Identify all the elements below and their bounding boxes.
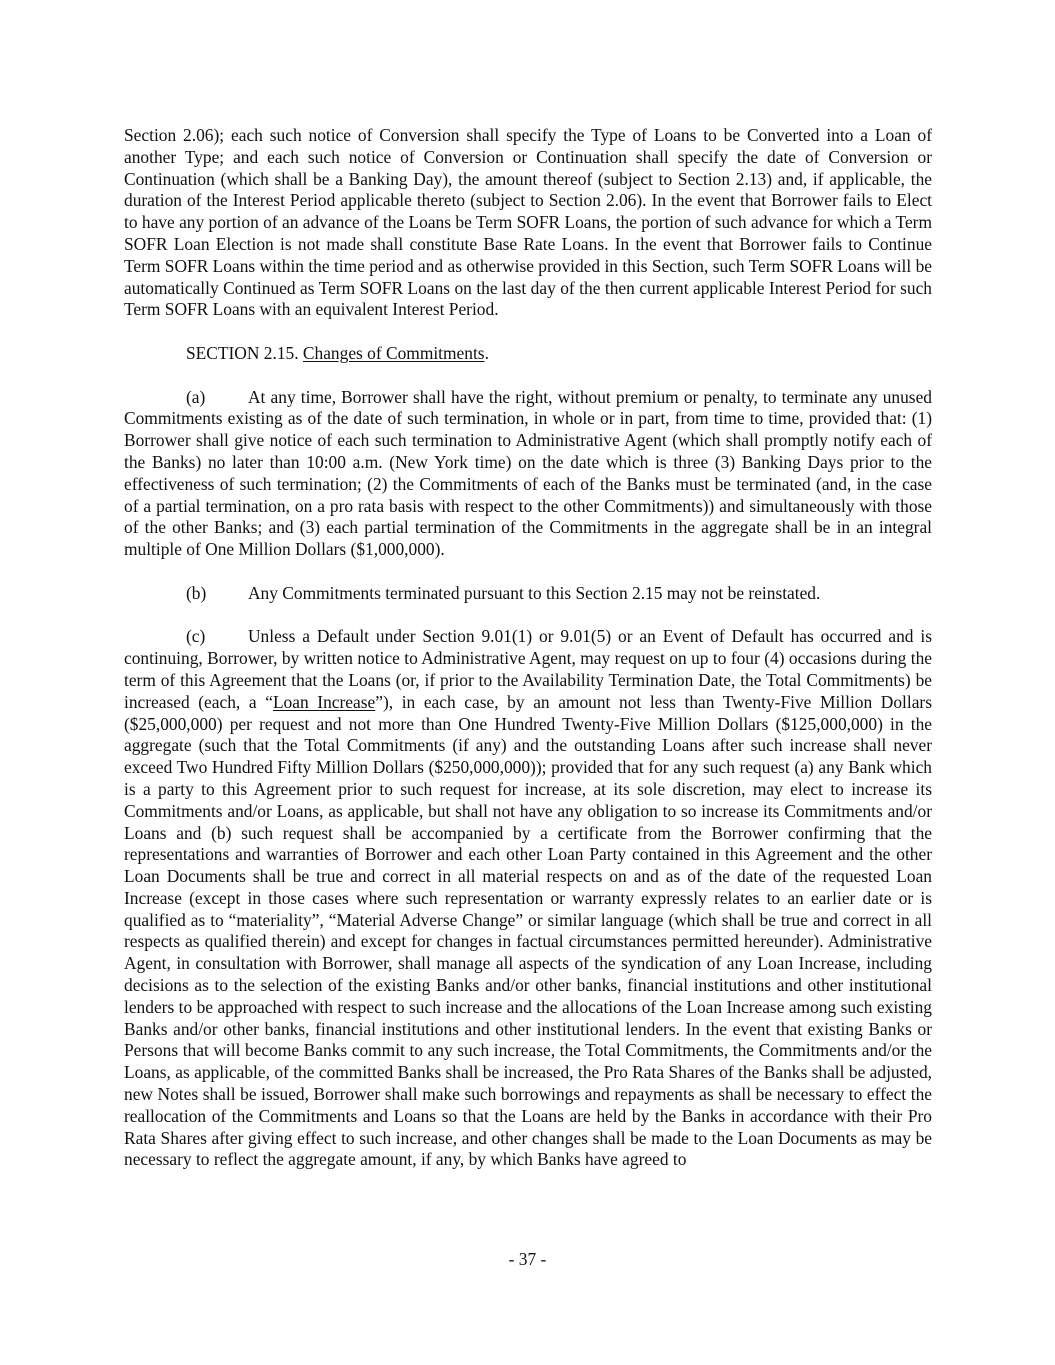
continuation-paragraph: Section 2.06); each such notice of Conversion shall specify the Type of Loans to be Converted into a Loan of another Type; and each such notice of Conversion or Continuation shall specify the date of Conversion or Continuation (which shall be a Banking Day), the amount thereof (subject to Section 2.13) and, if applicable, the duration of the Interest Period applicable thereto (subject to Section 2.06). In the event that Borrower fails to Elect to have any portion of an advance of the Loans be Term SOFR Loans, the portion of such advance for which a Term SOFR Loan Election is not made shall constitute Base Rate Loans. In the event that Borrower fails to Continue Term SOFR Loans within the time period and as otherwise provided in this Section, such Term SOFR Loans will be automatically Continued as Term SOFR Loans on the last day of the then current applicable Interest Period for such Term SOFR Loans with an equivalent Interest Period. [124,125,932,320]
paragraph-c-text-after: ”), in each case, by an amount not less than Twenty-Five Million Dollars ($25,000,000) per request and not more than One Hundred Twenty-Five Million Dollars ($125,000,000) in the aggregate (such that the Total Commitments (if any) and the outstanding Loans after such increase shall never exceed Two Hundred Fifty Million Dollars ($250,000,000)); provided that for any such request (a) any Bank which is a party to this Agreement prior to such request for increase, at its sole discretion, may elect to increase its Commitments and/or Loans, as applicable, but shall not have any obligation to so increase its Commitments and/or Loans and (b) such request shall be accompanied by a certificate from the Borrower confirming that the representations and warranties of Borrower and each other Loan Party contained in this Agreement and the other Loan Documents shall be true and correct in all material respects on and as of the date of the requested Loan Increase (except in those cases where such representation or warranty expressly relates to an earlier date or is qualified as to “materiality”, “Material Adverse Change” or similar language (which shall be true and correct in all respects as qualified therein) and except for changes in factual circumstances permitted hereunder). Administrative Agent, in consultation with Borrower, shall manage all aspects of the syndication of any Loan Increase, including decisions as to the selection of the existing Banks and/or other banks, financial institutions and other institutional lenders to be approached with respect to such increase and the allocations of the Loan Increase among such existing Banks and/or other banks, financial institutions and other institutional lenders. In the event that existing Banks or Persons that will become Banks commit to any such increase, the Total Commitments, the Commitments and/or the Loans, as applicable, of the committed Banks shall be increased, the Pro Rata Shares of the Banks shall be adjusted, new Notes shall be issued, Borrower shall make such borrowings and repayments as shall be necessary to effect the reallocation of the Commitments and Loans so that the Loans are held by the Banks in accordance with their Pro Rata Shares after giving effect to such increase, and other changes shall be made to the Loan Documents as may be necessary to reflect the aggregate amount, if any, by which Banks have agreed to [124,691,932,1170]
paragraph-c-text-before: Unless a Default under Section 9.01(1) or 9.01(5) or an Event of Default has occurred and is continuing, Borrower, by written notice to Administrative Agent, may request on up to four (4) occasions during the term of this Agreement that the Loans (or, if prior to the Availability Termination Date, the Total Commitments) be increased (each, a “ [124,626,932,712]
paragraph-a [124,387,932,561]
section-heading [124,343,932,365]
section-number: SECTION 2.15. [186,342,299,363]
paragraph-a-text: At any time, Borrower shall have the right, without premium or penalty, to terminate any unused Commitments existing as of the date of such termination, in whole or in part, from time to time, provided that: (1) Borrower shall give notice of each such termination to Administrative Agent (which shall promptly notify each of the Banks) no later than 10:00 a.m. (New York time) on the date which is three (3) Banking Days prior to the effectiveness of such termination; (2) the Commitments of each of the Banks must be terminated (and, in the case of a partial termination, on a pro rata basis with respect to the other Commitments)) and simultaneously with those of the other Banks; and (3) each partial termination of the Commitments in the aggregate shall be in an integral multiple of One Million Dollars ($1,000,000). [124,386,932,560]
paragraph-c-label: (c) [186,626,206,647]
paragraph-c [124,626,932,1171]
paragraph-b-text: Any Commitments terminated pursuant to this Section 2.15 may not be reinstated. [248,582,821,603]
paragraph-b-label: (b) [186,582,207,603]
document-page [124,125,932,1171]
paragraph-b [124,583,932,605]
paragraph-a-label: (a) [186,386,206,407]
defined-term-loan-increase: Loan Increase [272,691,376,712]
section-title: Changes of Commitments [302,342,485,363]
page-number: - 37 - [508,1249,547,1269]
section-title-suffix: . [484,342,489,363]
